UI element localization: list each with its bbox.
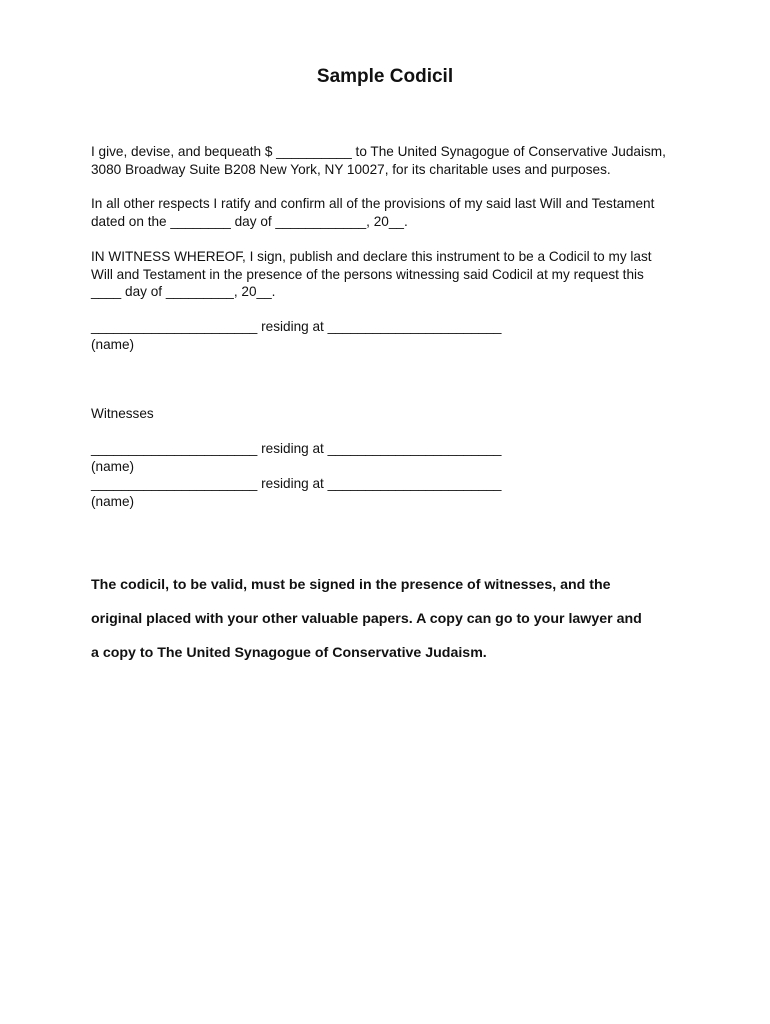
validity-note-line-2: original placed with your other valuable papers. A copy can go to your lawyer and	[91, 610, 642, 627]
ratify-paragraph	[91, 195, 691, 230]
document-title: Sample Codicil	[316, 66, 454, 87]
witness-whereof-paragraph	[91, 248, 691, 301]
signature-line: ______________________ residing at _______________________	[91, 319, 502, 334]
bequest-paragraph	[91, 143, 691, 178]
validity-note	[91, 562, 691, 677]
bequest-line-1: I give, devise, and bequeath $ __________ to The United Synagogue of Conservative Judaism,	[91, 144, 666, 159]
witness-whereof-line-2: Will and Testament in the presence of the persons witnessing said Codicil at my request this	[91, 266, 644, 282]
witness-1-line: ______________________ residing at _______________________	[91, 441, 502, 456]
witness-2-line: ______________________ residing at _______________________	[91, 476, 502, 491]
witness-whereof-line-1: IN WITNESS WHEREOF, I sign, publish and declare this instrument to be a Codicil to my last	[91, 249, 652, 264]
ratify-line-1: In all other respects I ratify and confirm all of the provisions of my said last Will and Testament	[91, 196, 655, 211]
bequest-line-2: 3080 Broadway Suite B208 New York, NY 10027, for its charitable uses and purposes.	[91, 161, 611, 177]
validity-note-line-1: The codicil, to be valid, must be signed in the presence of witnesses, and the	[91, 577, 611, 594]
witness-2-name-label: (name)	[91, 493, 135, 509]
witnesses-block	[91, 440, 691, 510]
witnesses-heading: Witnesses	[91, 406, 154, 421]
validity-note-line-3: a copy to The United Synagogue of Conservative Judaism.	[91, 644, 487, 661]
witness-whereof-line-3: ____ day of _________, 20__.	[91, 284, 276, 299]
signature-block	[91, 318, 691, 353]
ratify-line-2: dated on the ________ day of ____________, 20__.	[91, 213, 408, 229]
signature-name-label: (name)	[91, 336, 135, 352]
witness-1-name-label: (name)	[91, 458, 135, 474]
